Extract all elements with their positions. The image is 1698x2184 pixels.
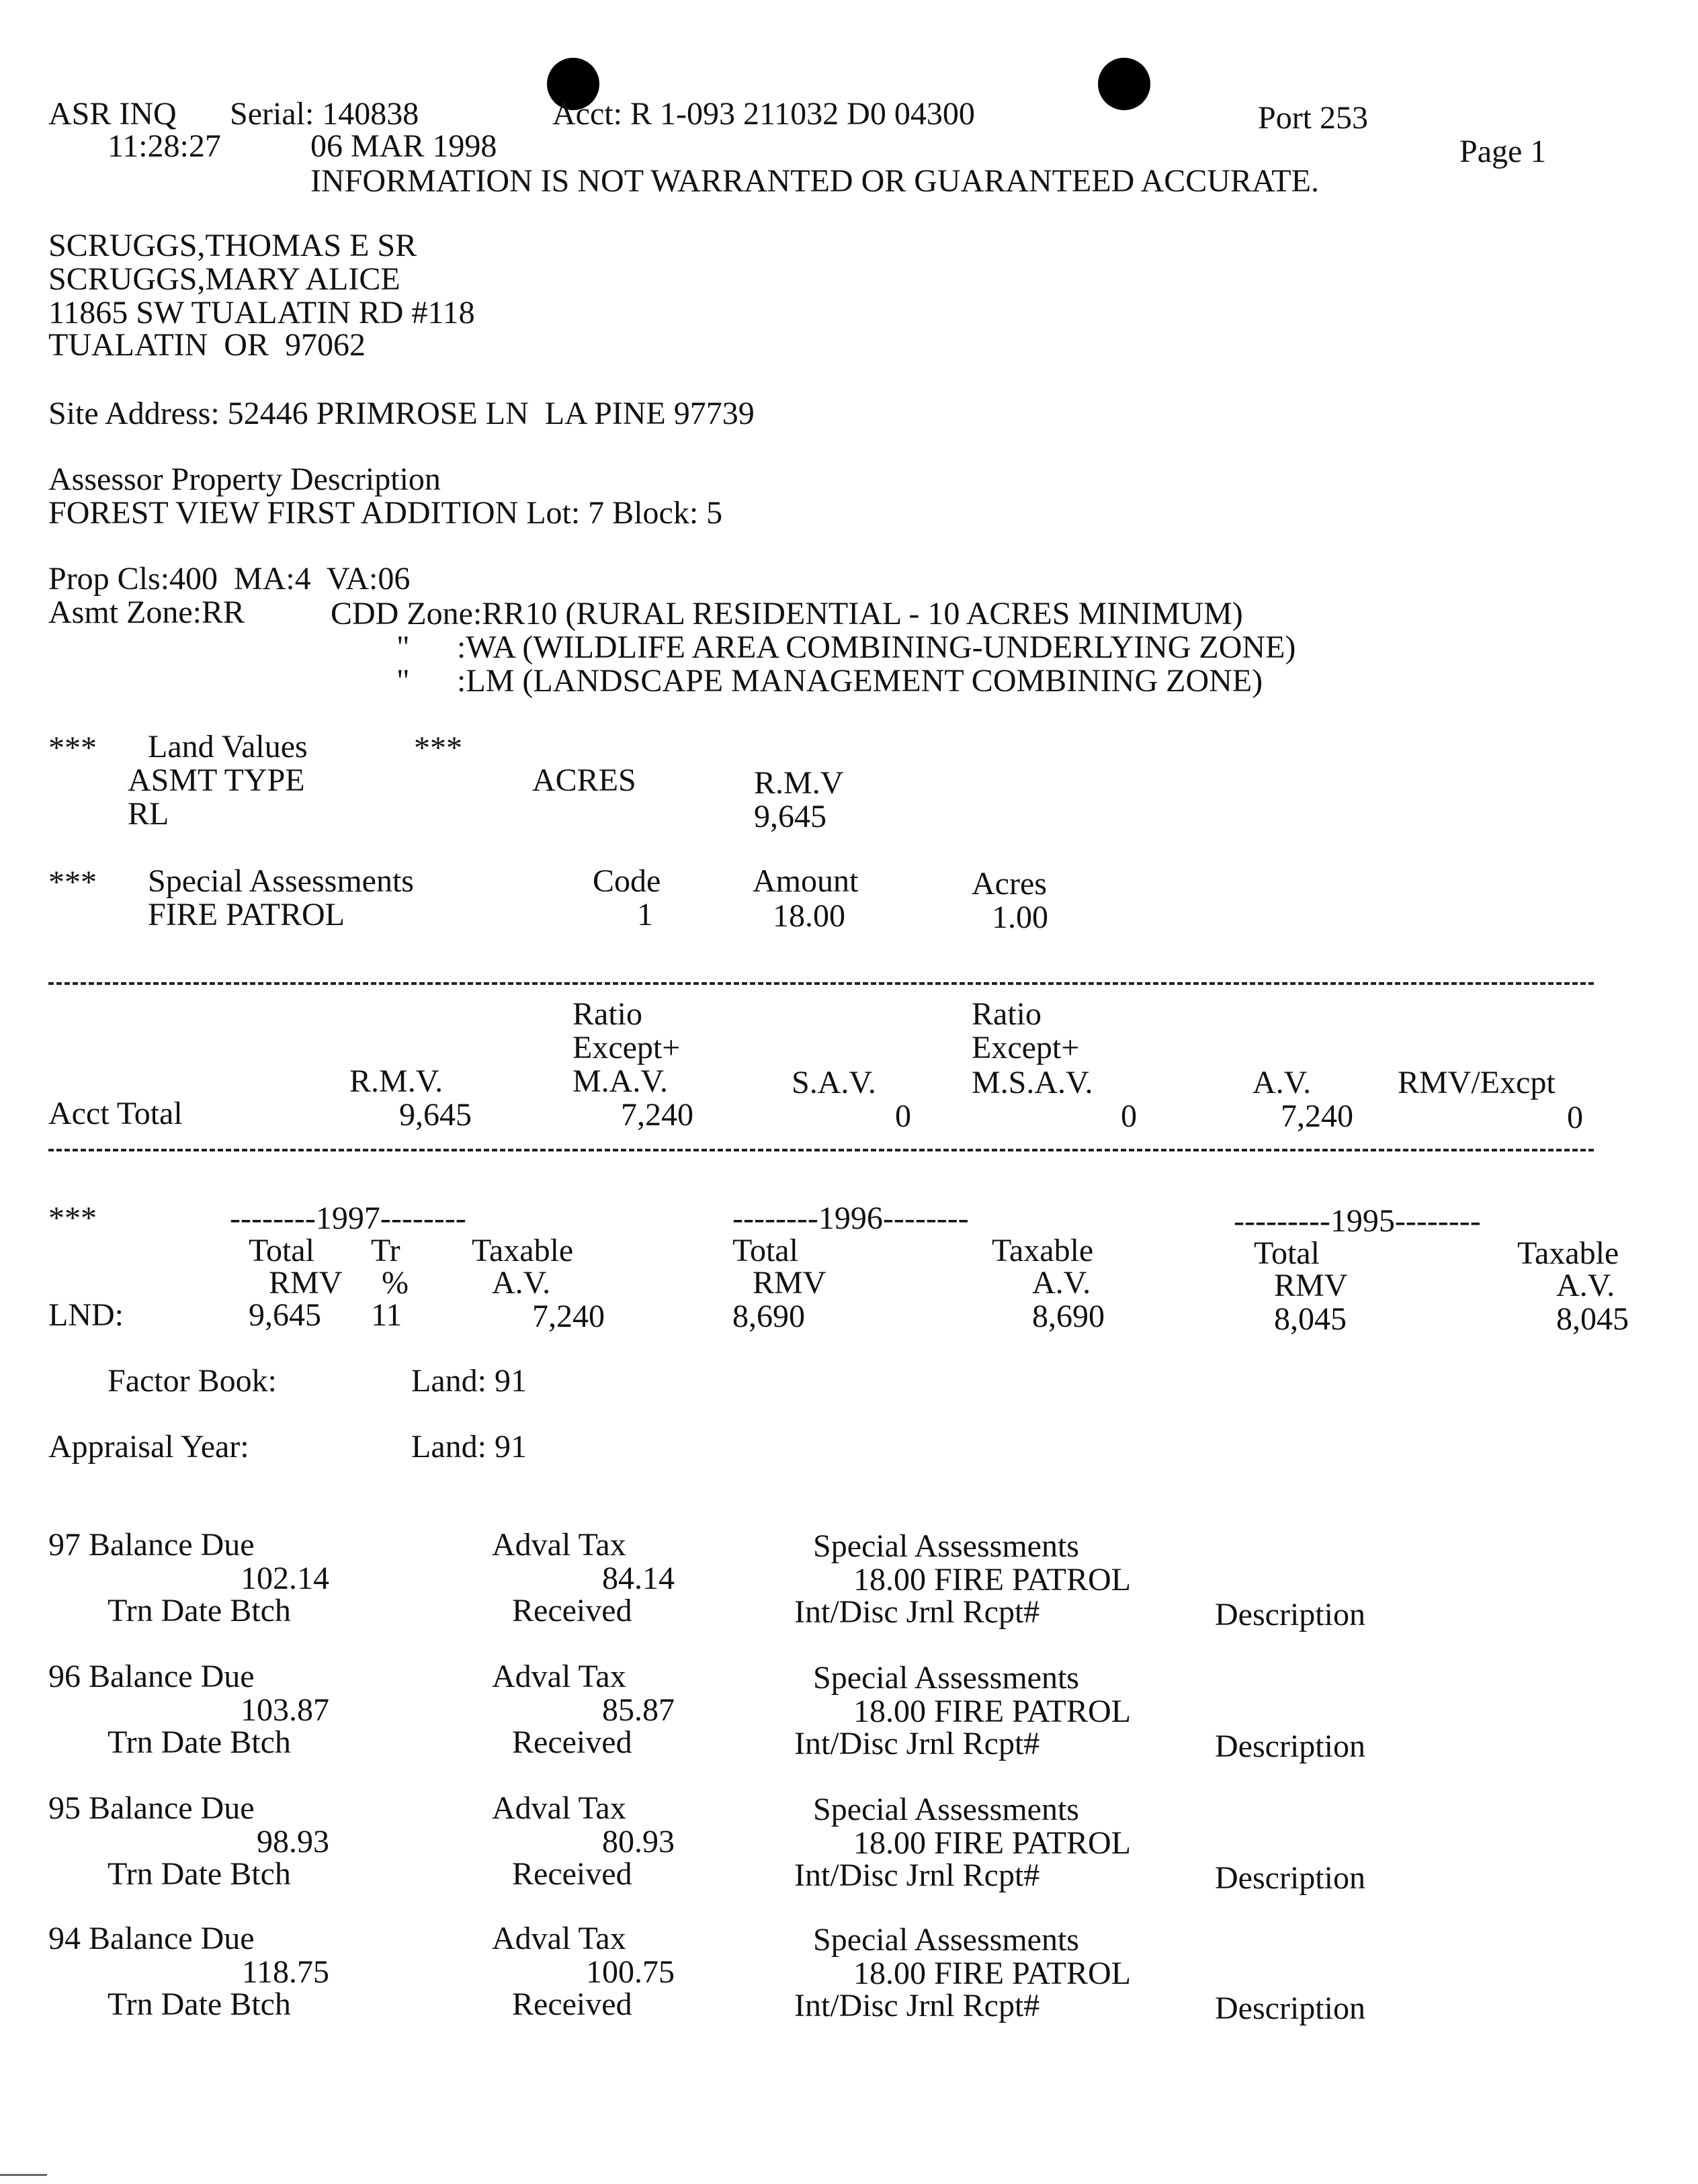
balance-due-value: 103.87 [241,1692,329,1728]
divider-top [48,982,1594,985]
punch-hole-right [1098,58,1150,110]
special-stars: *** [48,865,97,900]
adval-tax-label: Adval Tax [492,1921,626,1956]
factor-book-land: Land: 91 [411,1363,527,1399]
header-av: A.V. [1253,1065,1312,1100]
history-h-pct-1997: % [382,1265,409,1301]
serial-number: Serial: 140838 [230,96,419,132]
owner-line-3: 11865 SW TUALATIN RD #118 [48,295,475,331]
factor-book-label: Factor Book: [108,1363,277,1399]
program-name: ASR INQ [48,96,177,132]
received-label: Received [512,1724,632,1760]
acct-total-label: Acct Total [48,1096,183,1131]
adval-tax-label: Adval Tax [492,1659,626,1694]
land-values-title: Land Values [148,729,308,765]
history-year-1996: --------1996-------- [732,1200,969,1236]
history-h-total-1996: Total [732,1233,798,1268]
history-tr-1997: 11 [371,1297,402,1333]
special-col-code: Code [593,863,661,899]
history-rmv-1995: 8,045 [1274,1301,1347,1337]
history-h-av-1997: A.V. [492,1265,551,1301]
adval-tax-label: Adval Tax [492,1790,626,1826]
trn-date-btch-label: Trn Date Btch [108,1856,291,1892]
received-label: Received [512,1986,632,2022]
history-h-rmv-1995: RMV [1274,1268,1348,1303]
history-h-rmv-1997: RMV [269,1265,343,1301]
appraisal-year-label: Appraisal Year: [48,1429,249,1465]
special-assessments-label: Special Assessments [813,1528,1079,1564]
int-disc-label: Int/Disc Jrnl Rcpt# [794,1594,1040,1630]
disclaimer: INFORMATION IS NOT WARRANTED OR GUARANTEED ACCURATE. [310,163,1319,199]
appraisal-year-land: Land: 91 [411,1429,527,1465]
history-h-total-1997: Total [249,1233,314,1268]
int-disc-label: Int/Disc Jrnl Rcpt# [794,1726,1040,1761]
history-h-rmv-1996: RMV [753,1265,826,1301]
print-time: 11:28:27 [108,128,221,164]
land-col-acres: ACRES [532,762,636,798]
history-av-1995: 8,045 [1556,1301,1629,1337]
acct-total-msav: 0 [1121,1098,1137,1134]
history-h-total-1995: Total [1254,1235,1320,1271]
owner-line-4: TUALATIN OR 97062 [48,327,366,363]
received-label: Received [512,1856,632,1892]
description-label: Description [1215,1597,1365,1632]
balance-label: 96 Balance Due [48,1659,255,1694]
special-amount: 18.00 [773,898,845,934]
page-number: Page 1 [1459,134,1547,169]
cdd-zone-3: :LM (LANDSCAPE MANAGEMENT COMBINING ZONE) [457,663,1263,699]
ditto-mark-1: " [396,629,410,665]
special-assessments-label: Special Assessments [813,1660,1079,1696]
adval-tax-value: 100.75 [586,1954,675,1990]
description-label: Description [1215,1729,1365,1764]
header-ratio-1: Ratio [572,996,642,1032]
land-values-stars-end: *** [414,730,462,766]
history-h-taxable-1995: Taxable [1517,1235,1619,1271]
adval-tax-label: Adval Tax [492,1527,626,1563]
balance-label: 97 Balance Due [48,1527,255,1563]
description-label: Description [1215,1860,1365,1896]
special-acres: 1.00 [992,900,1048,935]
history-h-av-1995: A.V. [1556,1268,1615,1303]
special-col-amount: Amount [753,863,859,899]
land-col-type: ASMT TYPE [128,762,305,798]
acct-total-sav: 0 [895,1098,911,1134]
adval-tax-value: 85.87 [602,1692,675,1728]
special-name: FIRE PATROL [148,897,345,932]
account-number: Acct: R 1-093 211032 D0 04300 [552,96,975,132]
history-av-1996: 8,690 [1032,1299,1105,1334]
special-assessments-label: Special Assessments [813,1792,1079,1827]
special-assessment-value: 18.00 FIRE PATROL [853,1825,1131,1861]
ditto-mark-2: " [396,663,410,699]
print-date: 06 MAR 1998 [310,128,497,164]
cdd-zone-2: :WA (WILDLIFE AREA COMBINING-UNDERLYING ZONE) [457,629,1296,665]
balance-due-value: 102.14 [241,1561,329,1596]
acct-total-av: 7,240 [1281,1098,1353,1134]
trn-date-btch-label: Trn Date Btch [108,1593,291,1628]
port-number: Port 253 [1258,100,1369,136]
adval-tax-value: 84.14 [602,1561,675,1596]
int-disc-label: Int/Disc Jrnl Rcpt# [794,1858,1040,1893]
balance-label: 94 Balance Due [48,1921,255,1956]
header-mav: M.A.V. [572,1063,668,1099]
divider-bottom [48,1149,1594,1151]
header-ratio-2: Ratio [972,996,1042,1032]
history-rmv-1996: 8,690 [732,1299,805,1334]
acct-total-rmv: 9,645 [399,1097,472,1133]
special-assessment-value: 18.00 FIRE PATROL [853,1562,1131,1598]
history-row-label: LND: [48,1297,124,1333]
received-label: Received [512,1593,632,1628]
acct-total-rmv-excpt: 0 [1567,1100,1583,1135]
history-year-1997: --------1997-------- [230,1200,466,1236]
history-h-av-1996: A.V. [1032,1265,1091,1301]
land-rmv: 9,645 [754,799,826,834]
site-address: Site Address: 52446 PRIMROSE LN LA PINE 97739 [48,396,755,431]
header-except-1: Except+ [572,1030,681,1065]
asmt-zone: Asmt Zone:RR [48,595,245,630]
description-label: Description [1215,1991,1365,2026]
trn-date-btch-label: Trn Date Btch [108,1986,291,2022]
header-rmv: R.M.V. [349,1063,443,1099]
balance-label: 95 Balance Due [48,1790,255,1826]
description-text: FOREST VIEW FIRST ADDITION Lot: 7 Block: 5 [48,495,723,531]
adval-tax-value: 80.93 [602,1824,675,1860]
header-rmv-excpt: RMV/Excpt [1398,1065,1556,1100]
special-assessment-value: 18.00 FIRE PATROL [853,1694,1131,1729]
owner-line-1: SCRUGGS,THOMAS E SR [48,228,417,263]
balance-due-value: 118.75 [241,1954,329,1990]
history-h-tr-1997: Tr [371,1233,400,1268]
int-disc-label: Int/Disc Jrnl Rcpt# [794,1988,1040,2023]
special-code: 1 [637,897,653,932]
owner-line-2: SCRUGGS,MARY ALICE [48,261,400,297]
header-except-2: Except+ [972,1030,1080,1065]
special-assessments-label: Special Assessments [813,1922,1079,1958]
prop-class-line: Prop Cls:400 MA:4 VA:06 [48,561,411,597]
land-type: RL [128,796,169,832]
land-col-rmv: R.M.V [754,765,844,801]
land-values-stars: *** [48,730,97,766]
history-h-taxable-1997: Taxable [472,1233,574,1268]
special-title: Special Assessments [148,863,414,899]
special-col-acres: Acres [972,866,1047,902]
acct-total-mav: 7,240 [621,1097,693,1133]
history-av-1997: 7,240 [532,1299,605,1334]
balance-due-value: 98.93 [257,1824,329,1860]
history-rmv-1997: 9,645 [249,1297,321,1333]
cdd-zone-1: CDD Zone:RR10 (RURAL RESIDENTIAL - 10 ACRES MINIMUM) [331,596,1243,631]
history-year-1995: ---------1995-------- [1234,1203,1481,1239]
history-h-taxable-1996: Taxable [992,1233,1094,1268]
description-title: Assessor Property Description [48,462,441,497]
header-sav: S.A.V. [792,1065,876,1100]
header-msav: M.S.A.V. [972,1065,1093,1100]
special-assessment-value: 18.00 FIRE PATROL [853,1956,1131,1991]
history-stars: *** [48,1200,97,1236]
scan-artifact-line [0,2174,47,2176]
trn-date-btch-label: Trn Date Btch [108,1724,291,1760]
